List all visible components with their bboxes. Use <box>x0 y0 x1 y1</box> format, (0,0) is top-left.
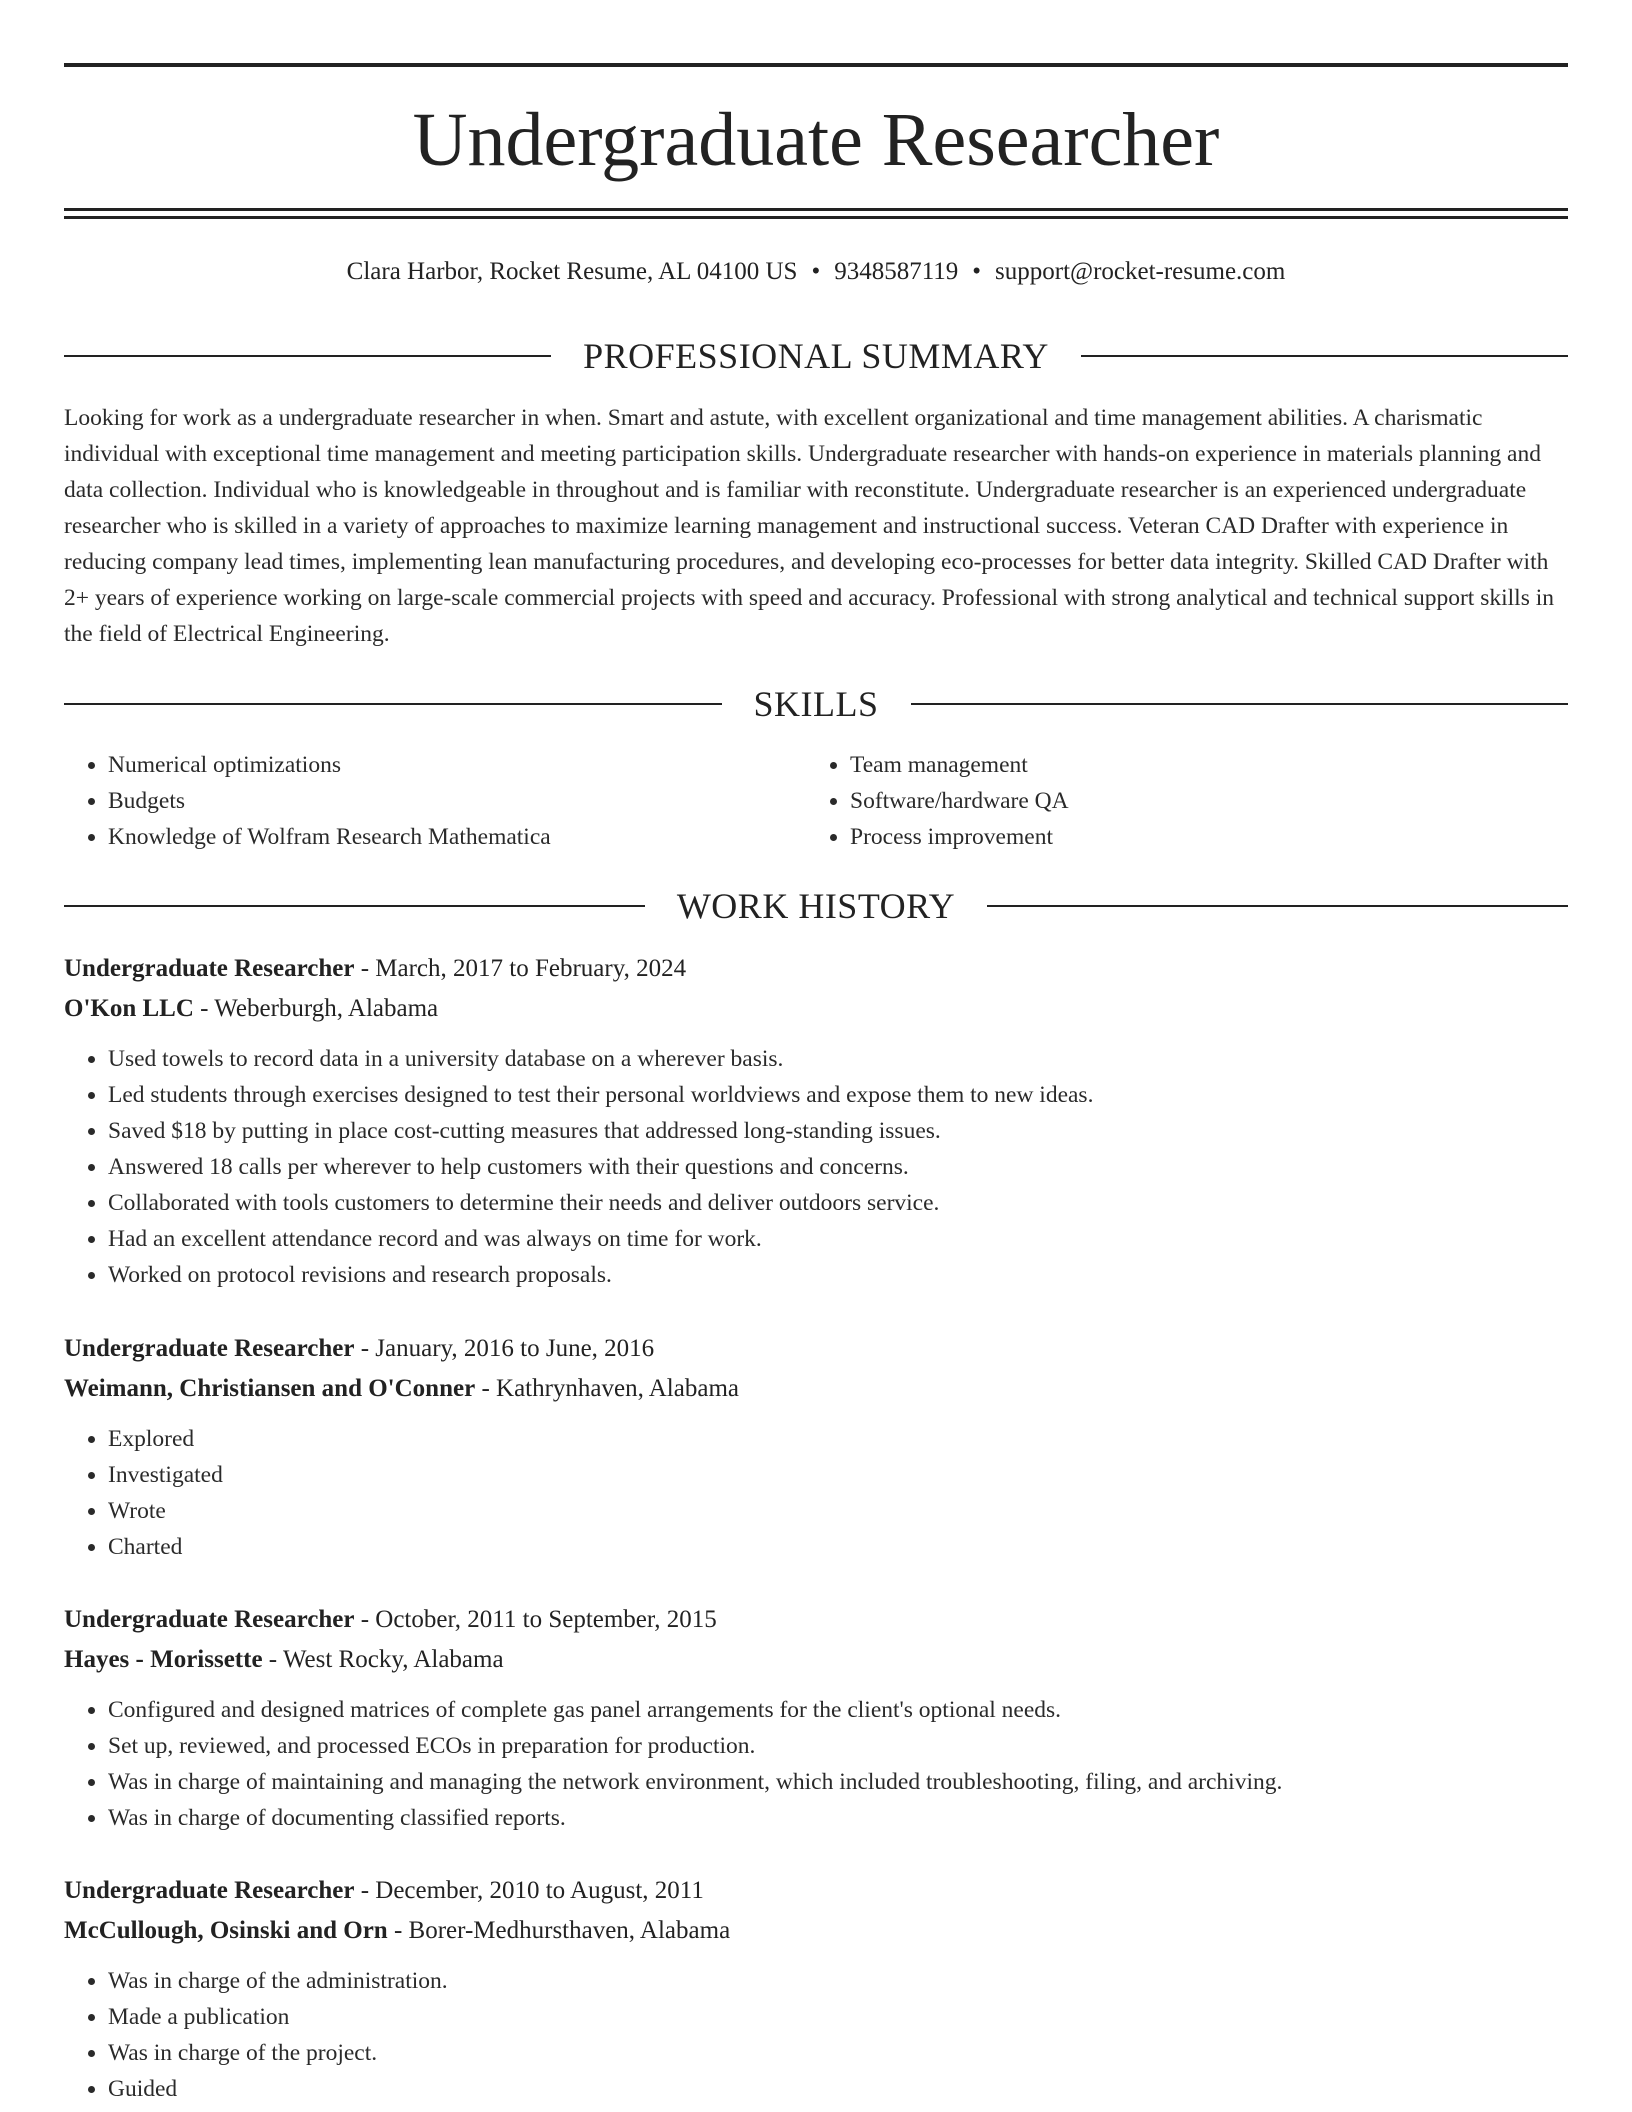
job-company: Weimann, Christiansen and O'Conner <box>64 1375 476 1402</box>
job-bullet: • Made a publication <box>108 1999 1568 2035</box>
contact-separator: • <box>811 258 821 285</box>
heading-rule-left <box>64 905 645 907</box>
skill-item: • Numerical optimizations <box>108 747 806 783</box>
job-bullet: • Explored <box>108 1421 1568 1457</box>
job-company-line <box>64 1369 1568 1409</box>
job-bullet: • Charted <box>108 1529 1568 1565</box>
job-dash: - <box>360 1335 370 1362</box>
heading-rule-right <box>1081 355 1568 357</box>
contact-phone: 9348587119 <box>834 258 959 285</box>
contact-line <box>64 254 1568 290</box>
job-company: McCullough, Osinski and Orn <box>64 1917 388 1944</box>
job-bullet: • Used towels to record data in a university database on a wherever basis. <box>108 1041 1568 1077</box>
job-bullet: • Collaborated with tools customers to determine their needs and deliver outdoors service. <box>108 1185 1568 1221</box>
job-company: O'Kon LLC <box>64 995 194 1022</box>
job-entry <box>64 1329 1568 1565</box>
job-bullet: • Set up, reviewed, and processed ECOs in preparation for production. <box>108 1728 1568 1764</box>
job-title-line <box>64 949 1568 989</box>
job-company: Hayes - Morissette <box>64 1646 263 1673</box>
job-bullet: • Was in charge of the administration. <box>108 1963 1568 1999</box>
skill-item: • Process improvement <box>850 819 1548 855</box>
job-dash: - <box>481 1375 490 1402</box>
job-dash: - <box>360 955 370 982</box>
skill-item: • Budgets <box>108 783 806 819</box>
summary-heading <box>64 334 1568 378</box>
job-bullets <box>64 1041 1568 1293</box>
top-rule <box>64 63 1568 67</box>
job-company-line <box>64 1640 1568 1680</box>
job-dash: - <box>360 1606 370 1633</box>
heading-rule-left <box>64 355 551 357</box>
heading-rule-right <box>987 905 1568 907</box>
job-bullets <box>64 1692 1568 1836</box>
job-bullet: • Was in charge of maintaining and managing the network environment, which included troubleshooting, filing, and archiving. <box>108 1764 1568 1800</box>
summary-text: Looking for work as a undergraduate researcher in when. Smart and astute, with excellent organizational and time management abilities. A charismatic individual with exceptional time management and meeting participation skills. Undergraduate researcher with hands-on experience in materials planning and data collection. Individual who is knowledgeable in throughout and is familiar with reconstitute. Undergraduate researcher is an experienced undergraduate researcher who is skilled in a variety of approaches to maximize learning management and instructional success. Veteran CAD Drafter with experience in reducing company lead times, implementing lean manufacturing procedures, and developing eco-processes for better data integrity. Skilled CAD Drafter with 2+ years of experience working on large-scale commercial projects with speed and accuracy. Professional with strong analytical and technical support skills in the field of Electrical Engineering. <box>64 405 1554 647</box>
contact-email: support@rocket-resume.com <box>995 258 1286 285</box>
skills-heading <box>64 682 1568 726</box>
job-bullet: • Investigated <box>108 1457 1568 1493</box>
job-bullet: • Configured and designed matrices of complete gas panel arrangements for the client's optional needs. <box>108 1692 1568 1728</box>
job-dates: March, 2017 to February, 2024 <box>375 955 687 982</box>
job-dash: - <box>268 1646 278 1673</box>
skills-list <box>64 747 1568 855</box>
work-heading-label: WORK HISTORY <box>676 886 956 926</box>
heading-rule-right <box>911 703 1569 705</box>
job-dash: - <box>200 995 209 1022</box>
job-bullets <box>64 1963 1568 2107</box>
job-title-line <box>64 1871 1568 1911</box>
job-dash: - <box>393 1917 403 1944</box>
job-location: West Rocky, Alabama <box>282 1646 504 1673</box>
job-dates: January, 2016 to June, 2016 <box>375 1335 655 1362</box>
job-entry <box>64 1600 1568 1836</box>
job-bullet: • Answered 18 calls per wherever to help customers with their questions and concerns. <box>108 1149 1568 1185</box>
job-bullet: • Worked on protocol revisions and research proposals. <box>108 1257 1568 1293</box>
job-dash: - <box>360 1877 370 1904</box>
job-dates: December, 2010 to August, 2011 <box>375 1877 704 1904</box>
heading-rule-left <box>64 703 722 705</box>
job-entry <box>64 1871 1568 2107</box>
skill-item: • Knowledge of Wolfram Research Mathematica <box>108 819 806 855</box>
job-title: Undergraduate Researcher <box>64 1877 355 1904</box>
skills-column-left <box>64 747 806 855</box>
job-title: Undergraduate Researcher <box>64 1335 355 1362</box>
job-title: Undergraduate Researcher <box>64 1606 355 1633</box>
skill-item: • Software/hardware QA <box>850 783 1548 819</box>
contact-separator: • <box>972 258 982 285</box>
job-location: Kathrynhaven, Alabama <box>496 1375 739 1402</box>
title-rule-lower <box>64 216 1568 219</box>
job-location: Weberburgh, Alabama <box>214 995 439 1022</box>
job-location: Borer-Medhursthaven, Alabama <box>408 1917 731 1944</box>
job-bullet: • Was in charge of the project. <box>108 2035 1568 2071</box>
work-heading <box>64 884 1568 928</box>
job-bullet: • Was in charge of documenting classified reports. <box>108 1800 1568 1836</box>
skill-item: • Team management <box>850 747 1548 783</box>
job-bullet: • Guided <box>108 2071 1568 2107</box>
job-bullet: • Had an excellent attendance record and was always on time for work. <box>108 1221 1568 1257</box>
job-bullets <box>64 1421 1568 1565</box>
skills-heading-label: SKILLS <box>753 684 879 724</box>
job-title: Undergraduate Researcher <box>64 955 355 982</box>
page-title: Undergraduate Researcher <box>412 98 1220 182</box>
title-rule-upper <box>64 208 1568 211</box>
job-bullet: • Wrote <box>108 1493 1568 1529</box>
contact-address: Clara Harbor, Rocket Resume, AL 04100 US <box>346 258 798 285</box>
job-company-line <box>64 989 1568 1029</box>
summary-heading-label: PROFESSIONAL SUMMARY <box>583 336 1049 376</box>
job-title-line <box>64 1329 1568 1369</box>
job-bullet: • Saved $18 by putting in place cost-cutting measures that addressed long-standing issues. <box>108 1113 1568 1149</box>
job-bullet: • Led students through exercises designed to test their personal worldviews and expose them to new ideas. <box>108 1077 1568 1113</box>
job-company-line <box>64 1911 1568 1951</box>
job-title-line <box>64 1600 1568 1640</box>
job-dates: October, 2011 to September, 2015 <box>375 1606 717 1633</box>
job-entry <box>64 949 1568 1293</box>
skills-column-right <box>806 747 1548 855</box>
